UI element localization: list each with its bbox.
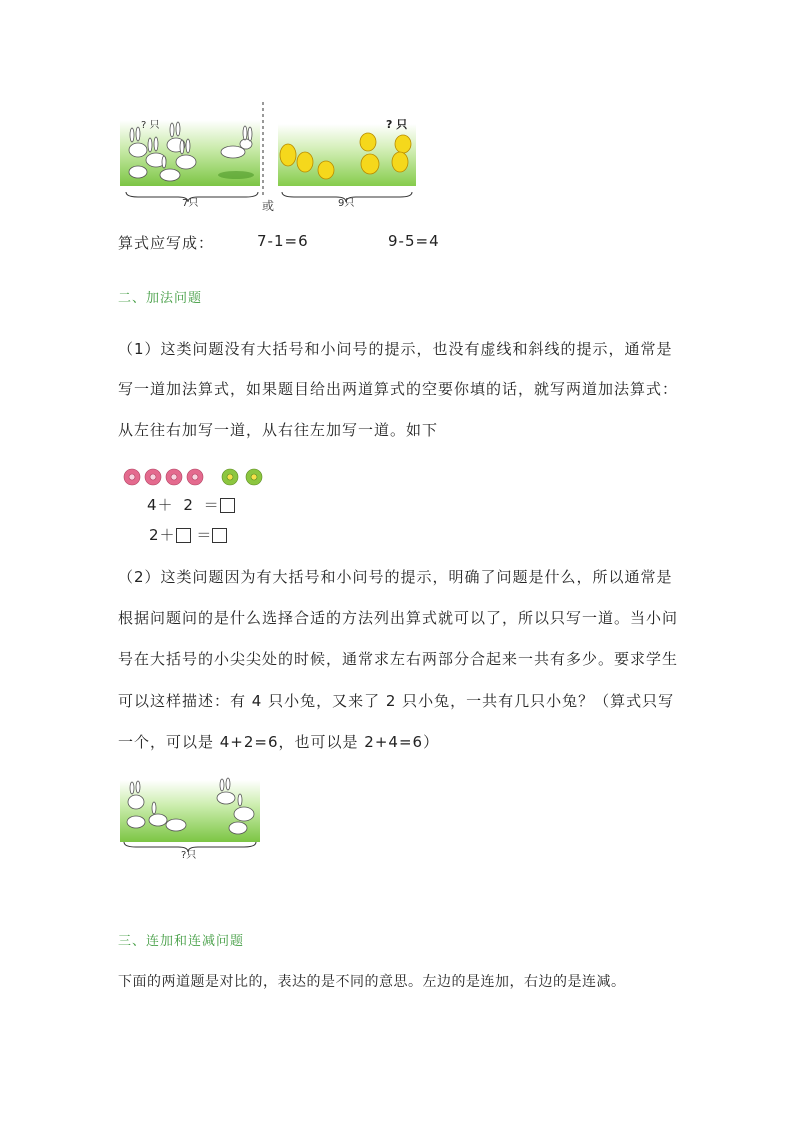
figure-rabbits-chicks — [118, 100, 418, 212]
figure-flowers — [122, 464, 272, 490]
rabbits-question-label: ?只 — [181, 850, 197, 861]
flowers-illustration — [122, 464, 272, 490]
answer-box[interactable] — [176, 528, 191, 543]
answer-box[interactable] — [220, 498, 235, 513]
eq1-part-b: 2 — [183, 496, 194, 514]
equation-row-1 — [147, 494, 235, 515]
equation-row-2 — [149, 524, 227, 545]
eq1-part-a: 4＋ — [147, 496, 174, 514]
eq1-equals: ＝ — [203, 496, 220, 514]
answer-box[interactable] — [212, 528, 227, 543]
para1-line: 从左往右加写一道，从右往左加写一道。如下 — [118, 421, 439, 439]
eq2-part-a: 2＋ — [149, 526, 176, 544]
or-label: 或 — [262, 199, 275, 213]
para2-line: 可以这样描述：有 4 只小兔，又来了 2 只小兔，一共有几只小兔？（算式只写 — [118, 692, 675, 710]
section2-heading: 二、加法问题 — [118, 291, 203, 306]
formula-eq2: 9-5=4 — [388, 232, 440, 250]
left-total-label: 7只 — [182, 198, 199, 209]
para1-line: （1）这类问题没有大括号和小问号的提示，也没有虚线和斜线的提示，通常是 — [118, 340, 673, 358]
rabbits-chicks-illustration — [118, 100, 418, 212]
para2-line: （2）这类问题因为有大括号和小问号的提示，明确了问题是什么，所以通常是 — [118, 568, 673, 586]
section3-heading: 三、连加和连减问题 — [118, 934, 245, 949]
eq2-equals: ＝ — [196, 526, 213, 544]
section3-text: 下面的两道题是对比的，表达的是不同的意思。左边的是连加，右边的是连减。 — [118, 974, 626, 990]
para2-line: 号在大括号的小尖尖处的时候，通常求左右两部分合起来一共有多少。要求学生 — [118, 650, 679, 668]
formula-label: 算式应写成： — [118, 234, 215, 252]
right-total-label: 9只 — [338, 198, 355, 209]
left-question-label: ? 只 — [141, 120, 160, 131]
right-question-label: ? 只 — [386, 118, 408, 131]
para1-line: 写一道加法算式，如果题目给出两道算式的空要你填的话，就写两道加法算式： — [118, 380, 679, 398]
para2-line: 一个，可以是 4+2=6，也可以是 2+4=6） — [118, 733, 440, 751]
formula-eq1: 7-1=6 — [257, 232, 309, 250]
para2-line: 根据问题问的是什么选择合适的方法列出算式就可以了，所以只写一道。当小问 — [118, 609, 679, 627]
